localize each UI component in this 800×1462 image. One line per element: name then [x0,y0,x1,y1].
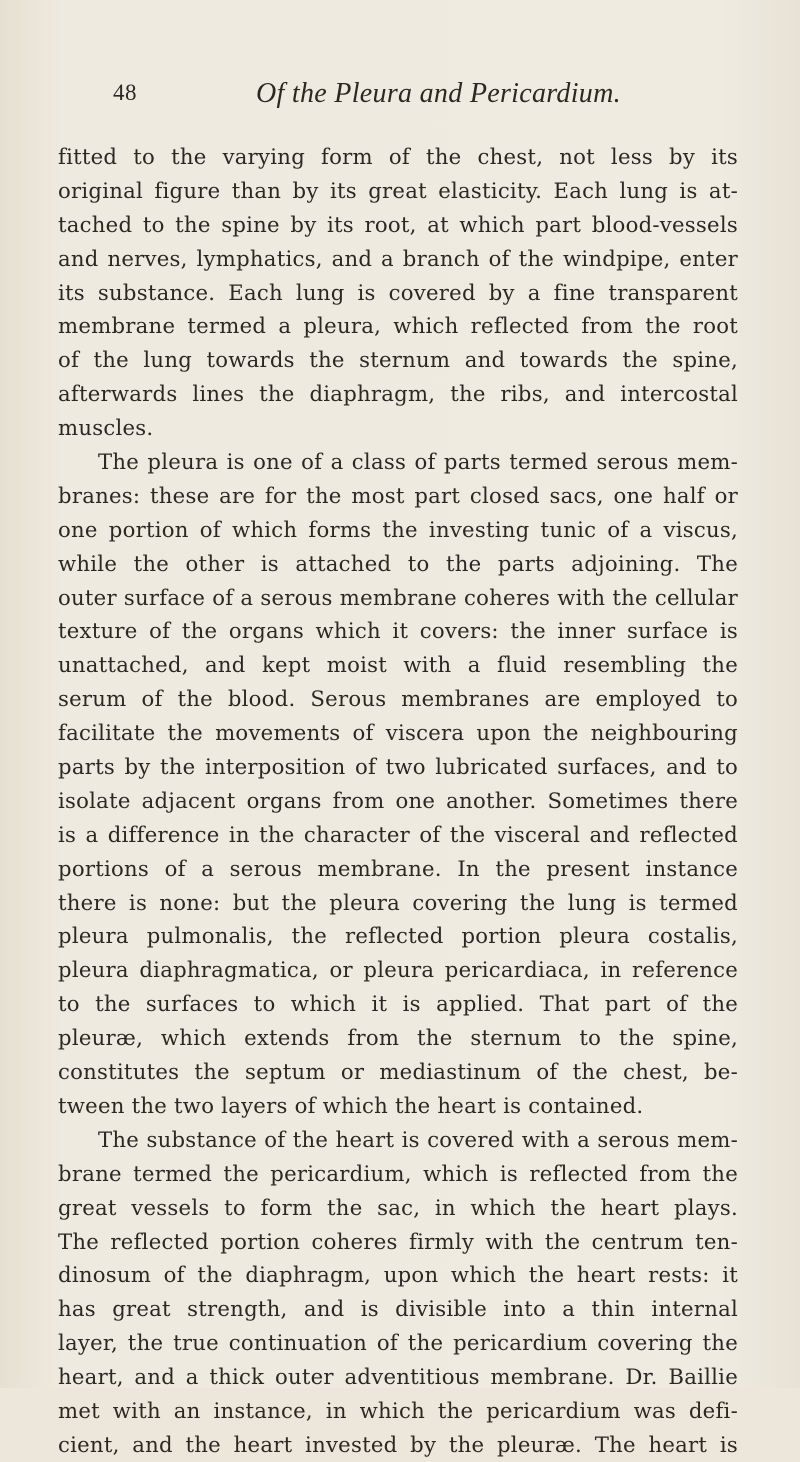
text-line: outer surface of a serous membrane coheres with the cellular [58,584,738,610]
text-line: portions of a serous membrane. In the present instance [58,855,738,881]
text-line: branes: these are for the most part closed sacs, one half or [58,482,738,508]
text-line: cient, and the heart invested by the pleuræ. The heart is [58,1431,738,1457]
page-number: 48 [113,80,137,105]
text-line: brane termed the pericardium, which is reflected from the [58,1160,738,1186]
text-line: constitutes the septum or mediastinum of the chest, be- [58,1059,738,1085]
text-line: layer, the true continuation of the pericardium covering the [58,1330,738,1356]
text-line: serum of the blood. Serous membranes are employed to [58,686,738,712]
text-line: dinosum of the diaphragm, upon which the heart rests: it [58,1262,738,1288]
body-text [58,140,738,1462]
text-line: great vessels to form the sac, in which the heart plays. [58,1194,738,1220]
text-line: pleura pulmonalis, the reflected portion pleura costalis, [58,923,738,949]
text-line: texture of the organs which it covers: the inner surface is [58,618,738,644]
text-line: facilitate the movements of viscera upon the neighbouring [58,720,738,746]
text-line: membrane termed a pleura, which reflected from the root [58,313,738,339]
text-line: tached to the spine by its root, at which part blood-vessels [58,211,738,237]
text-line: one portion of which forms the investing tunic of a viscus, [58,516,738,542]
text-line: and nerves, lymphatics, and a branch of the windpipe, enter [58,245,738,271]
text-line: afterwards lines the diaphragm, the ribs, and intercostal [58,381,738,407]
text-line: isolate adjacent organs from one another. Sometimes there [58,787,738,813]
text-line: pleuræ, which extends from the sternum to the spine, [58,1025,738,1051]
text-line: of the lung towards the sternum and towards the spine, [58,347,738,373]
text-line: pleura diaphragmatica, or pleura pericardiaca, in reference [58,957,738,983]
text-line: unattached, and kept moist with a fluid resembling the [58,652,738,678]
text-line: met with an instance, in which the pericardium was defi- [58,1397,738,1423]
text-line: tween the two layers of which the heart is contained. [58,1092,644,1118]
text-line: has great strength, and is divisible into a thin internal [58,1296,738,1322]
text-line: its substance. Each lung is covered by a fine transparent [58,279,738,305]
text-line: while the other is attached to the parts adjoining. The [58,550,738,576]
text-line: The reflected portion coheres firmly with the centrum ten- [58,1228,738,1254]
text-line: fitted to the varying form of the chest, not less by its [58,144,738,169]
text-line: is a difference in the character of the visceral and reflected [58,821,738,847]
text-line: The substance of the heart is covered with a serous mem- [98,1126,738,1152]
text-line: original figure than by its great elasticity. Each lung is at- [58,177,738,203]
text-line: parts by the interposition of two lubricated surfaces, and to [58,754,738,780]
text-line: The pleura is one of a class of parts termed serous mem- [98,449,738,475]
text-line: there is none: but the pleura covering the lung is termed [58,889,738,915]
running-head [113,80,743,116]
running-title: Of the Pleura and Pericardium. [256,78,621,109]
text-line: to the surfaces to which it is applied. That part of the [58,991,738,1017]
text-line: muscles. [58,415,154,441]
text-line: heart, and a thick outer adventitious membrane. Dr. Baillie [58,1364,738,1390]
